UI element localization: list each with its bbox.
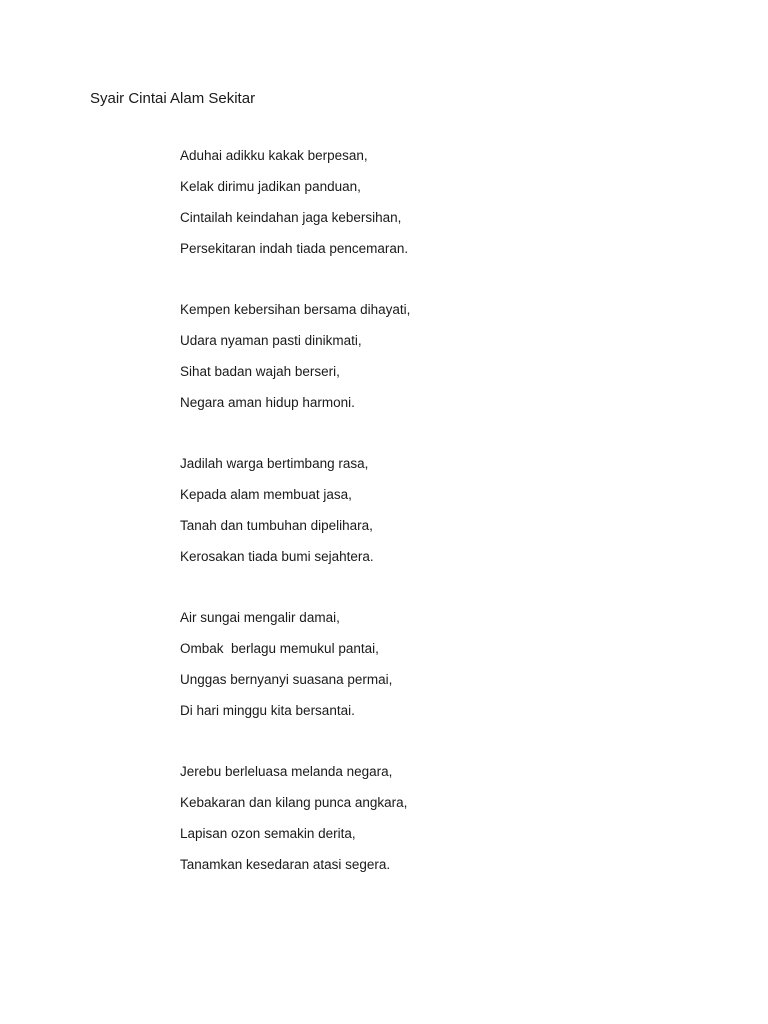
poem-line: Lapisan ozon semakin derita, <box>180 826 356 841</box>
poem-line: Kepada alam membuat jasa, <box>180 487 352 502</box>
stanza-3 <box>180 448 700 572</box>
poem-line: Air sungai mengalir damai, <box>180 610 340 625</box>
poem-line: Aduhai adikku kakak berpesan, <box>180 148 368 163</box>
document-title: Syair Cintai Alam Sekitar <box>90 90 256 107</box>
poem-line: Udara nyaman pasti dinikmati, <box>180 333 362 348</box>
poem-line: Jadilah warga bertimbang rasa, <box>180 456 369 471</box>
poem-line: Kelak dirimu jadikan panduan, <box>180 179 361 194</box>
poem-line: Ombak berlagu memukul pantai, <box>180 641 379 656</box>
stanza-5 <box>180 756 700 880</box>
poem-line: Tanah dan tumbuhan dipelihara, <box>180 518 373 533</box>
poem-line: Cintailah keindahan jaga kebersihan, <box>180 210 402 225</box>
poem-line: Kempen kebersihan bersama dihayati, <box>180 302 411 317</box>
stanza-4 <box>180 602 700 726</box>
stanza-1 <box>180 140 700 264</box>
stanza-2 <box>180 294 700 418</box>
poem-line: Negara aman hidup harmoni. <box>180 395 355 410</box>
poem-line: Tanamkan kesedaran atasi segera. <box>180 857 391 872</box>
poem-body <box>180 140 700 910</box>
poem-line: Sihat badan wajah berseri, <box>180 364 340 379</box>
poem-line: Jerebu berleluasa melanda negara, <box>180 764 393 779</box>
poem-line: Di hari minggu kita bersantai. <box>180 703 355 718</box>
poem-line: Kebakaran dan kilang punca angkara, <box>180 795 408 810</box>
poem-line: Unggas bernyanyi suasana permai, <box>180 672 393 687</box>
poem-line: Persekitaran indah tiada pencemaran. <box>180 241 409 256</box>
poem-line: Kerosakan tiada bumi sejahtera. <box>180 549 374 564</box>
